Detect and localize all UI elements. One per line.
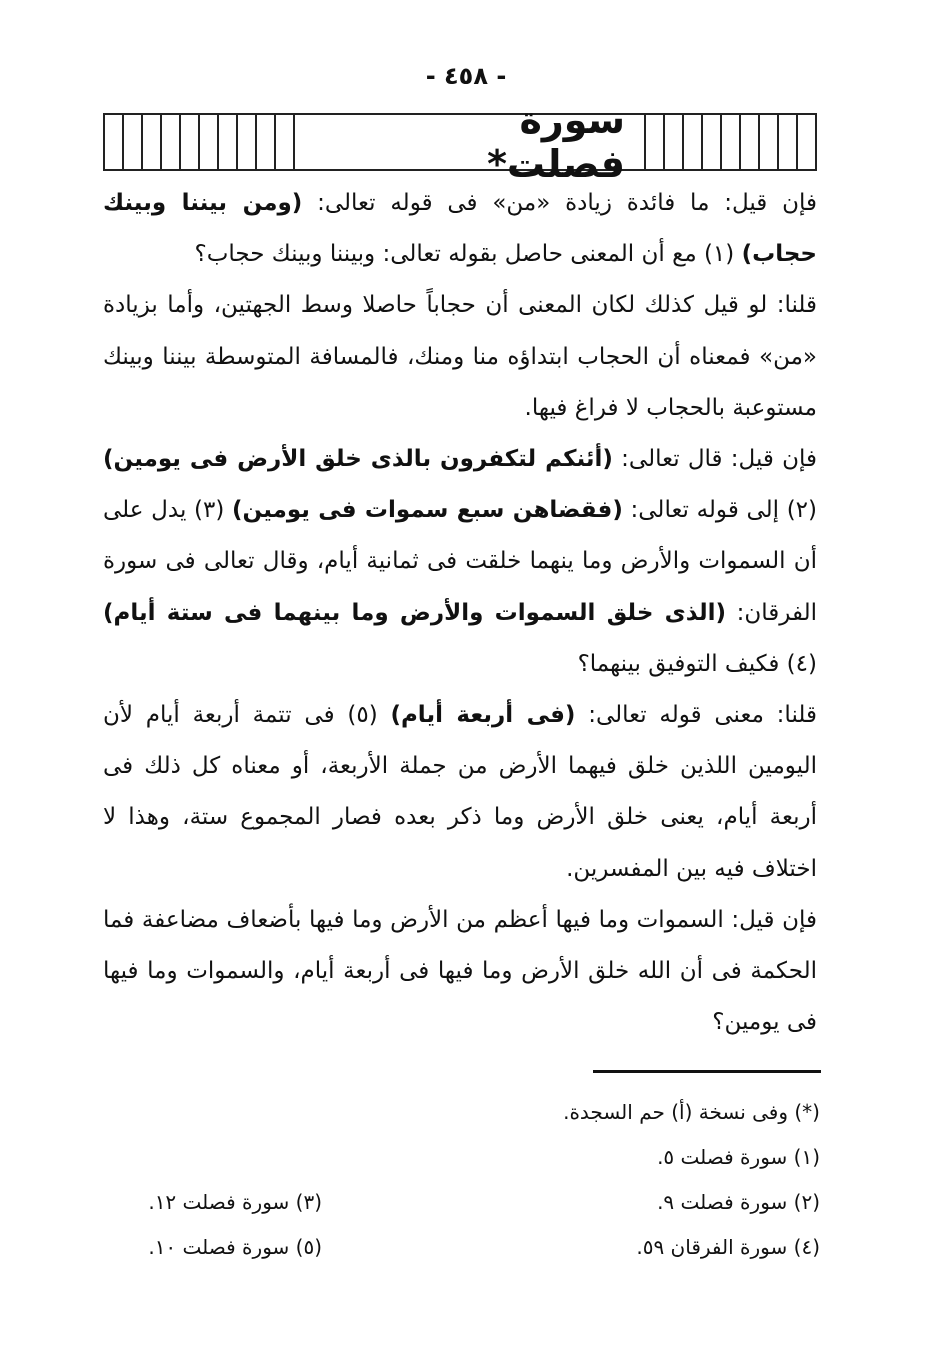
text-run: قلنا: لو قيل كذلك لكان المعنى أن حجاباً حاصلا وسط الجهتين، وأما بزيادة «من» فمعناه أن الحجاب ابتداؤه منا ومنك، فالمسافة المتوسطة بيننا وبينك مستوعبة بالحجاب لا فراغ فيها.	[103, 292, 817, 421]
footnote: (٥) سورة فصلت ١٠.	[148, 1235, 322, 1259]
chapter-title: سورة فصلت*	[487, 98, 625, 186]
footnote: (٢) سورة فصلت ٩.	[657, 1190, 820, 1214]
quran-quote: (فقضاهن سبع سموات فى يومين)	[231, 497, 623, 524]
text-run: فإن قيل: قال تعالى:	[612, 446, 818, 473]
quran-quote: (الذى خلق السموات والأرض وما بينهما فى ستة أيام)	[103, 599, 727, 626]
footnotes-column-left	[100, 1180, 322, 1270]
text-run: فإن قيل: السموات وما فيها أعظم من الأرض وما فيها بأضعاف مضاعفة فما الحكمة فى أن الله خلق الأرض وما فيها فى أربعة أيام، والسموات وما فيها فى يومين؟	[103, 906, 817, 1036]
quran-quote: (أئنكم لتكفرون بالذى خلق الأرض فى يومين)	[103, 446, 613, 473]
footnote: (٣) سورة فصلت ١٢.	[148, 1190, 322, 1214]
title-decoration-right	[644, 115, 815, 169]
title-decoration-left	[105, 115, 295, 169]
chapter-title-frame	[103, 98, 817, 186]
text-run: قلنا: معنى قوله تعالى:	[575, 702, 817, 729]
paragraph	[103, 895, 817, 1049]
paragraph	[103, 690, 817, 895]
text-run: فإن قيل: ما فائدة زيادة «من» فى قوله تعالى:	[302, 190, 817, 216]
footnotes-column-right	[450, 1090, 820, 1270]
paragraph	[103, 178, 817, 280]
page-number: - ٤٥٨ -	[425, 62, 507, 90]
footnote: (*) وفى نسخة (أ) حم السجدة.	[563, 1100, 820, 1124]
quran-quote: (فى أربعة أيام)	[390, 702, 576, 729]
footnote: (٤) سورة الفرقان ٥٩.	[636, 1235, 820, 1259]
text-run: (٢) إلى قوله تعالى:	[622, 497, 818, 524]
text-run: (٤) فكيف التوفيق بينهما؟	[577, 650, 817, 677]
text-run: (٣) يدل على أن السموات والأرض وما ينهما خلقت فى ثمانية أيام، وقال تعالى فى سورة الفرقان:	[103, 497, 817, 626]
footnote-divider	[593, 1070, 821, 1073]
main-text	[103, 178, 817, 1048]
footnote: (١) سورة فصلت ٥.	[657, 1145, 820, 1169]
paragraph	[103, 280, 817, 434]
paragraph	[103, 434, 817, 690]
text-run: (٥) فى تتمة أربعة أيام لأن اليومين اللذين خلق فيهما الأرض من جملة الأربعة، أو معناه كل ذلك فى أربعة أيام، يعنى خلق الأرض وما ذكر بعده فصار المجموع ستة، وهذا لا اختلاف فيه بين المفسرين.	[103, 702, 817, 882]
text-run: (١) مع أن المعنى حاصل بقوله تعالى: وبيننا وبينك حجاب؟	[194, 241, 742, 268]
quran-quote: (ومن بيننا وبينك حجاب)	[103, 190, 817, 268]
